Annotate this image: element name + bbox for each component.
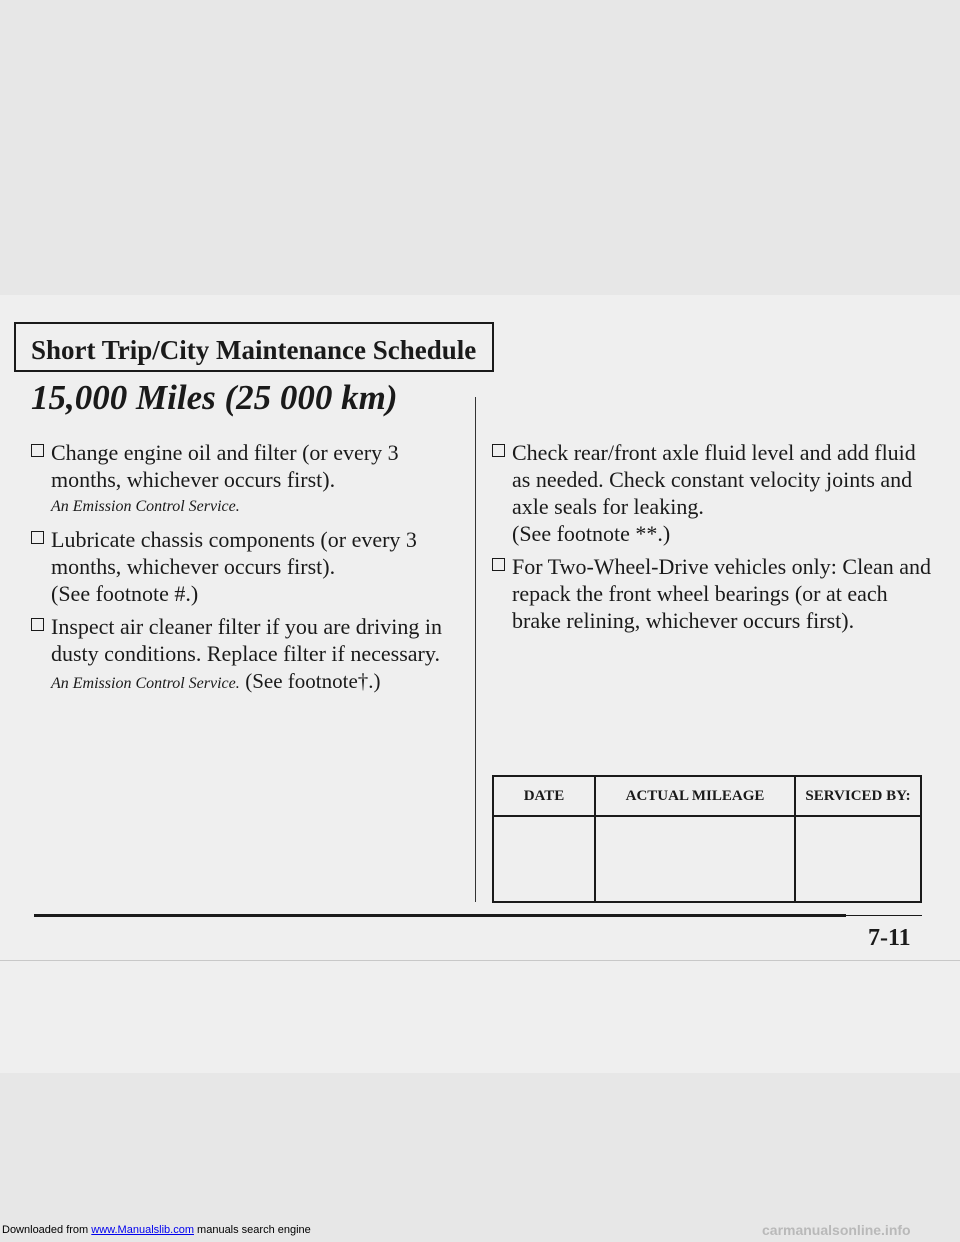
checklist-item [31, 526, 461, 607]
footnote-reference: (See footnote #.) [51, 581, 199, 606]
page-number: 7-11 [868, 925, 911, 951]
manualslib-link[interactable]: www.Manualslib.com [91, 1224, 194, 1236]
emission-note: An Emission Control Service. [51, 675, 240, 692]
item-text: For Two-Wheel-Drive vehicles only: Clean and repack the front wheel bearings (or at each brake relining, whichever occurs first). [512, 554, 931, 633]
banner-suffix: manuals search engine [197, 1224, 311, 1236]
date-header: DATE [493, 776, 595, 816]
footer-rule-thin [846, 915, 922, 916]
footer-rule [34, 914, 846, 917]
service-record-table [492, 775, 922, 903]
item-text: Check rear/front axle fluid level and add fluid as needed. Check constant velocity joints and axle seals for leaking. [512, 440, 916, 519]
serviced-by-cell[interactable] [795, 816, 921, 902]
checkbox[interactable] [31, 531, 44, 544]
banner-prefix: Downloaded from [2, 1224, 89, 1236]
checkbox[interactable] [31, 618, 44, 631]
right-column [492, 439, 932, 634]
checkbox[interactable] [31, 444, 44, 457]
table-row [493, 816, 921, 902]
serviced-by-header: SERVICED BY: [795, 776, 921, 816]
item-text: Inspect air cleaner filter if you are driving in dusty conditions. Replace filter if necessary. [51, 614, 442, 666]
item-text: Change engine oil and filter (or every 3 months, whichever occurs first). [51, 440, 399, 492]
checklist-item [492, 439, 932, 547]
emission-line [51, 667, 461, 697]
actual-mileage-header: ACTUAL MILEAGE [595, 776, 795, 816]
checklist-item [492, 553, 932, 634]
left-column [31, 439, 461, 697]
checkbox[interactable] [492, 558, 505, 571]
download-banner [2, 1224, 311, 1236]
mileage-cell[interactable] [595, 816, 795, 902]
watermark: carmanualsonline.info [762, 1222, 911, 1238]
scan-line [0, 960, 960, 961]
emission-note: An Emission Control Service. [51, 498, 240, 515]
checklist-item [31, 613, 461, 697]
checkbox[interactable] [492, 444, 505, 457]
column-divider [475, 397, 476, 902]
footnote-reference: (See footnote†.) [245, 669, 381, 693]
checklist-item [31, 439, 461, 520]
footnote-reference: (See footnote **.) [512, 521, 671, 546]
item-text: Lubricate chassis components (or every 3 months, whichever occurs first). [51, 527, 417, 579]
date-cell[interactable] [493, 816, 595, 902]
table-header-row [493, 776, 921, 816]
section-title: Short Trip/City Maintenance Schedule [31, 335, 477, 365]
mileage-heading: 15,000 Miles (25 000 km) [31, 378, 398, 417]
